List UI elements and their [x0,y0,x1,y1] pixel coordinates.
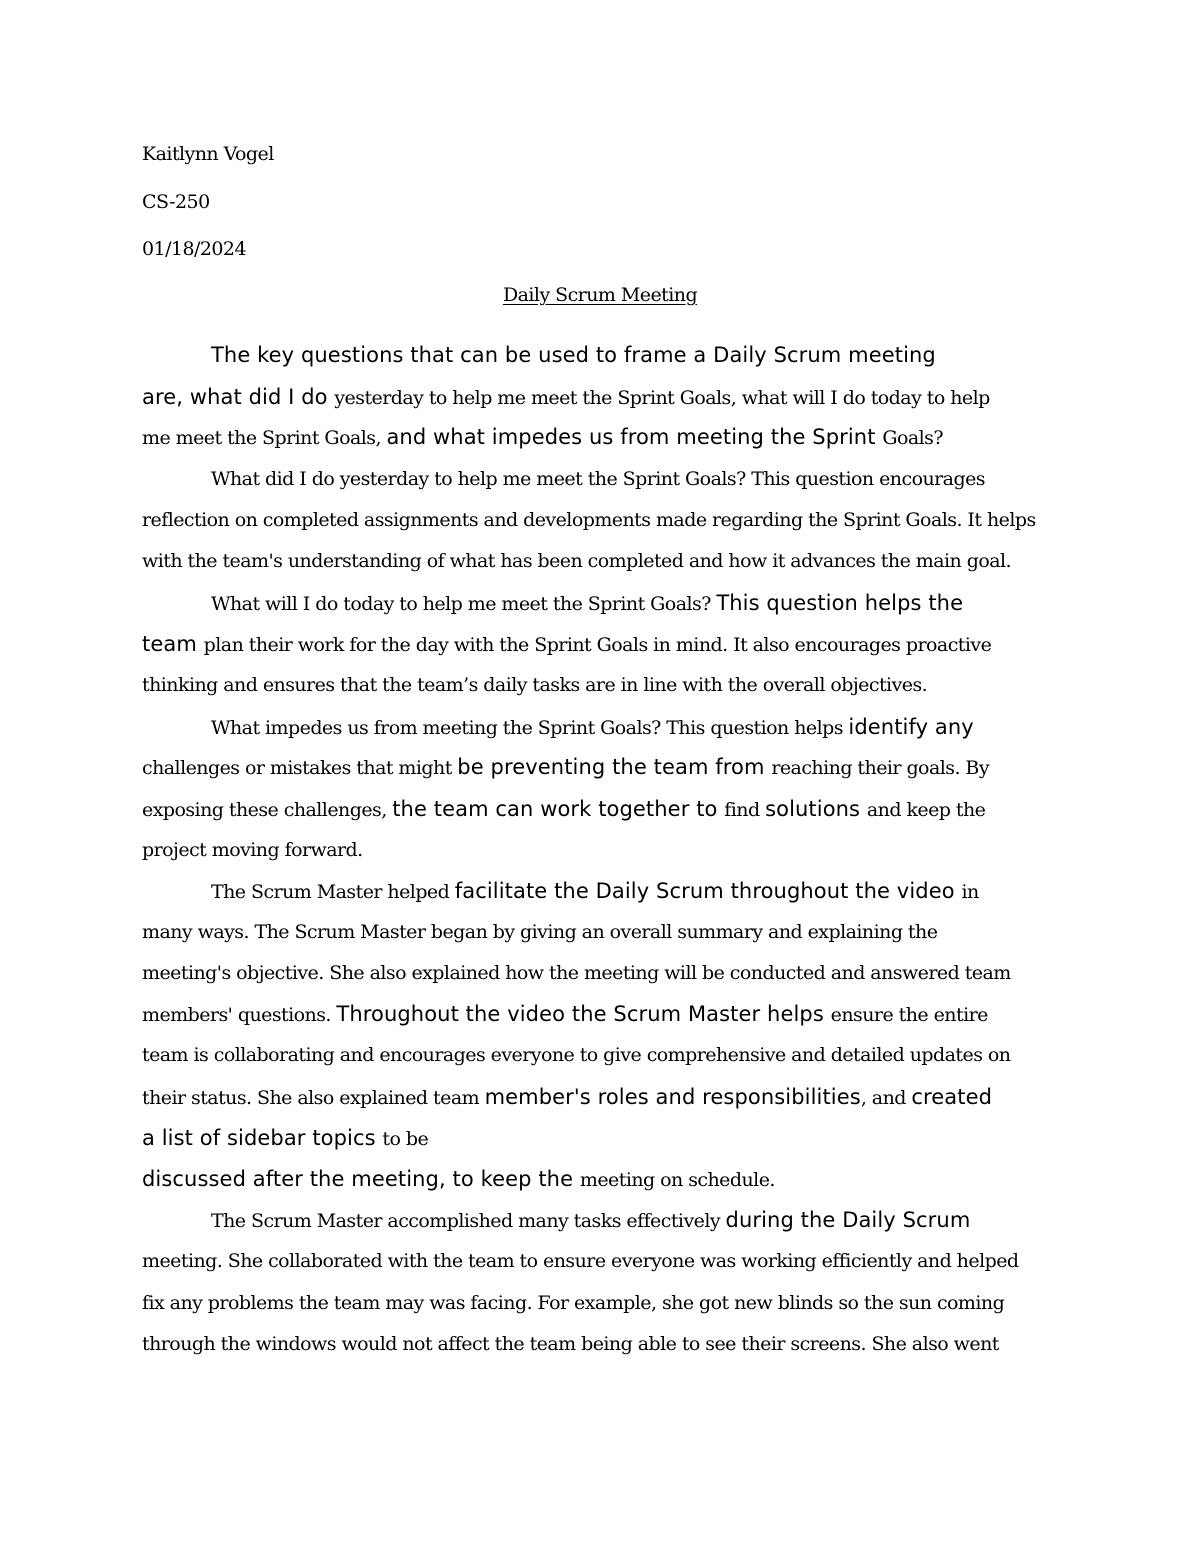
document-title: Daily Scrum Meeting [502,284,698,306]
text-line [142,422,943,452]
text-run: meeting. She collaborated with the team to ensure everyone was working efficiently and helped [142,1250,1019,1272]
text-line [211,588,963,618]
text-line [142,382,990,412]
text-line [211,464,985,494]
text-run: , and [860,1087,912,1109]
text-line [211,712,974,742]
text-line [211,876,979,906]
text-run: team is collaborating and encourages everyone to give comprehensive and detailed updates on [142,1044,1011,1066]
text-run: members' questions. [142,1004,337,1026]
course-code: CS-250 [142,191,210,213]
text-line [142,999,988,1029]
text-run: meeting's objective. She also explained how the meeting will be conducted and answered team [142,962,1011,984]
text-line [142,1288,1004,1318]
text-line [142,958,1011,988]
text-run: discussed after the meeting, to keep the [142,1167,580,1191]
text-run: fix any problems the team may was facing. For example, she got new blinds so the sun coming [142,1292,1005,1314]
text-run: find [724,799,766,821]
text-run: ensure the entire [830,1004,988,1026]
text-line [142,835,363,865]
text-run: yesterday to help me meet the Sprint Goals, what will I do today to help [334,387,990,409]
text-line [142,1329,999,1359]
text-line [142,1164,775,1194]
text-run: and keep the [866,799,986,821]
text-run: project moving forward. [142,839,363,861]
text-run: be preventing the team from [457,755,772,779]
text-line [142,1246,1019,1276]
text-line [142,629,991,659]
text-run: through the windows would not affect the team being able to see their screens. She also went [142,1333,999,1355]
text-run: facilitate the Daily Scrum throughout the video [454,879,962,903]
text-run: What impedes us from meeting the Sprint Goals? This question helps [211,717,849,739]
text-run: created [911,1085,993,1109]
text-line [211,1205,970,1235]
text-run: the team can work together to [392,797,725,821]
text-line [142,546,1011,576]
text-run: meeting on schedule. [579,1169,775,1191]
text-run: The Scrum Master accomplished many tasks effectively [211,1210,726,1232]
text-run: in [961,881,979,903]
text-run: The Scrum Master helped [211,881,455,903]
text-run: This question helps the [716,591,964,615]
text-line [142,917,937,947]
text-line [142,670,927,700]
text-line [142,752,989,782]
text-run: me meet the Sprint Goals, [142,427,387,449]
text-run: Goals? [882,427,943,449]
text-run: thinking and ensures that the team’s daily tasks are in line with the overall objectives. [142,674,928,696]
text-run: challenges or mistakes that might [142,757,458,779]
author-name: Kaitlynn Vogel [142,143,274,165]
text-run: team [142,632,204,656]
text-run: with the team's understanding of what has been completed and how it advances the main goal. [142,550,1012,572]
text-run: a list of sidebar topics [142,1126,383,1150]
text-run: are, what did I do [142,385,335,409]
text-run: What did I do yesterday to help me meet the Sprint Goals? This question encourages [211,468,985,490]
text-run: and what impedes us from meeting the Sprint [386,425,883,449]
text-run: reaching their goals. By [771,757,990,779]
text-line [211,340,936,370]
text-run: exposing these challenges, [142,799,393,821]
text-line [142,505,1036,535]
text-run: reflection on completed assignments and developments made regarding the Sprint Goals. It helps [142,509,1036,531]
text-run: solutions [765,797,867,821]
text-run: identify any [848,715,974,739]
text-run: The key questions that can be used to frame a Daily Scrum meeting [211,343,936,367]
text-line [142,1040,1010,1070]
text-line [142,794,985,824]
text-run: to be [382,1128,429,1150]
text-run: their status. She also explained team [142,1087,485,1109]
text-run: Throughout the video the Scrum Master helps [336,1002,831,1026]
text-run: many ways. The Scrum Master began by giving an overall summary and explaining the [142,921,938,943]
text-run: What will I do today to help me meet the Sprint Goals? [211,593,717,615]
text-line [142,1123,428,1153]
text-line [142,1082,992,1112]
document-date: 01/18/2024 [142,238,247,260]
text-run: plan their work for the day with the Sprint Goals in mind. It also encourages proactive [203,634,992,656]
text-run: during the Daily Scrum [725,1208,971,1232]
text-run: member's roles and responsibilities [484,1085,861,1109]
